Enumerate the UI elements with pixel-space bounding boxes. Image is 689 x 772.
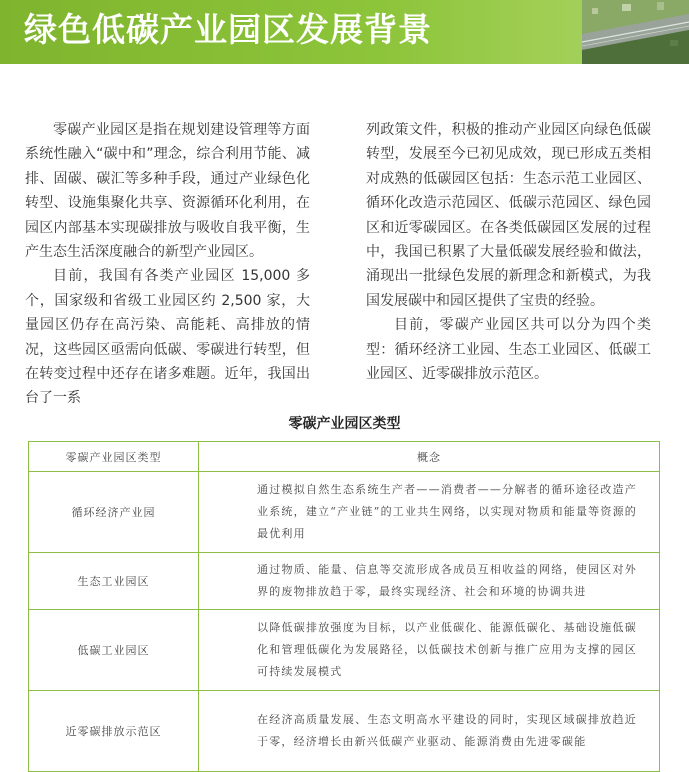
paragraph-definition: 零碳产业园区是指在规划建设管理等方面系统性融入“碳中和”理念，综合利用节能、减排、固碳、碳汇等多种手段，通过产业绿色化转型、设施集聚化共享、资源循环化利用，在园区内部基本实现碳排放与吸收自我平衡，生产生态生活深度融合的新型产业园区。 xyxy=(25,122,310,261)
table-row xyxy=(29,472,660,553)
park-type-cell: 近零碳排放示范区 xyxy=(29,691,199,772)
concept-cell: 以降低碳排放强度为目标，以产业低碳化、能源低碳化、基础设施低碳化和管理低碳化为发展路径，以低碳技术创新与推广应用为支撑的园区可持续发展模式 xyxy=(199,610,660,691)
paragraph-park-types: 目前，零碳产业园区共可以分为四个类型：循环经济工业园、生态工业园区、低碳工业园区、近零碳排放示范区。 xyxy=(366,317,651,383)
text-column-right xyxy=(366,118,651,386)
table-row xyxy=(29,610,660,691)
concept-cell: 在经济高质量发展、生态文明高水平建设的同时，实现区域碳排放趋近于零，经济增长由新兴低碳产业驱动、能源消费由先进零碳能 xyxy=(199,691,660,772)
text-column-left xyxy=(25,118,310,411)
page-title: 绿色低碳产业园区发展背景 xyxy=(24,10,432,49)
park-type-cell: 循环经济产业园 xyxy=(29,472,199,553)
concept-cell: 通过物质、能量、信息等交流形成各成员互相收益的网络，使园区对外界的废物排放趋于零，最终实现经济、社会和环境的协调共进 xyxy=(199,553,660,610)
header-banner xyxy=(0,0,689,64)
highway-photo-icon xyxy=(582,0,689,64)
paragraph-policy-continued: 列政策文件，积极的推动产业园区向绿色低碳转型，发展至今已初见成效，现已形成五类相对成熟的低碳园区包括：生态示范工业园区、循环化改造示范园区、低碳示范园区、绿色园区和近零碳园区。在各类低碳园区发展的过程中，我国已积累了大量低碳发展经验和做法，涌现出一批绿色发展的新理念和新模式，为我国发展碳中和园区提供了宝贵的经验。 xyxy=(366,122,651,309)
column-header-concept: 概念 xyxy=(199,442,660,472)
table-row xyxy=(29,691,660,772)
table-row xyxy=(29,553,660,610)
concept-cell: 通过模拟自然生态系统生产者——消费者——分解者的循环途径改造产业系统，建立“产业链”的工业共生网络，以实现对物质和能量等资源的最优利用 xyxy=(199,472,660,553)
column-header-type: 零碳产业园区类型 xyxy=(29,442,199,472)
table-caption: 零碳产业园区类型 xyxy=(288,416,401,432)
park-type-cell: 低碳工业园区 xyxy=(29,610,199,691)
paragraph-current-status: 目前，我国有各类产业园区 15,000 多个，国家级和省级工业园区约 2,500 家，大量园区仍存在高污染、高能耗、高排放的情况，这些园区亟需向低碳、零碳进行转型，但在转变过程中还存在诸多难题。近年，我国出台了一系 xyxy=(25,268,310,407)
park-types-table xyxy=(28,441,660,772)
table-header-row xyxy=(29,442,660,472)
park-type-cell: 生态工业园区 xyxy=(29,553,199,610)
